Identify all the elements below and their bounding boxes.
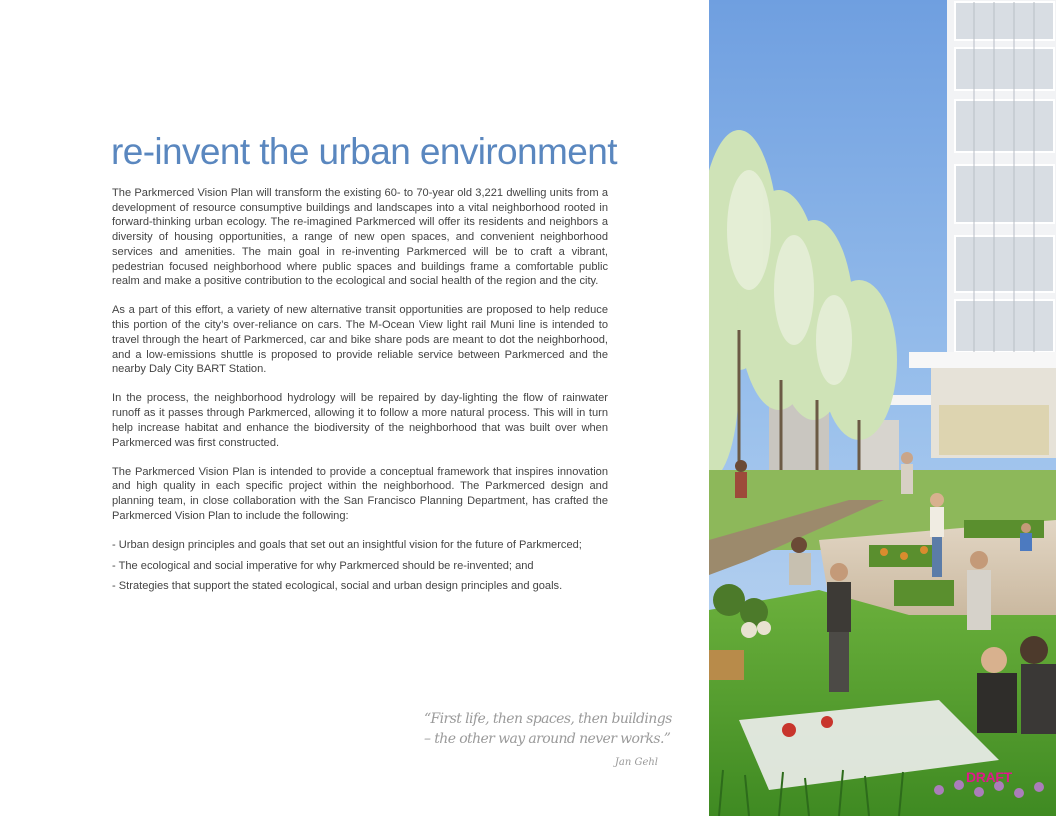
paragraph-hydrology: In the process, the neighborhood hydrology will be repaired by day-lighting the flow of rainwater runoff as it passes through Parkmerced, allowing it to follow a more natural process. This will in turn help increase habitat and enhance the biodiversity of the neighborhood that was built over when Parkmerced was first constructed. — [112, 392, 608, 449]
paragraph-transit: As a part of this effort, a variety of new alternative transit opportunities are proposed to help reduce this portion of the city’s over-reliance on cars. The M-Ocean View light rail Muni line is intended to travel through the heart of Parkmerced, car and bike share pods are meant to dot the neighborhood, and a low-emissions shuttle is proposed to provide reliable service between Parkmerced and the nearby Daly City BART Station. — [112, 304, 608, 376]
list-item: - Strategies that support the stated ecological, social and urban design principles and goals. — [112, 580, 563, 593]
quote-author: Jan Gehl — [614, 757, 658, 768]
list-item: - Urban design principles and goals that set out an insightful vision for the future of Parkmerced; — [112, 539, 582, 552]
park-rendering-image — [709, 0, 1056, 816]
draft-stamp: DRAFT — [966, 769, 1012, 785]
list-item: - The ecological and social imperative for why Parkmerced should be re-invented; and — [112, 559, 534, 572]
paragraph-vision: The Parkmerced Vision Plan will transform the existing 60- to 70-year old 3,221 dwelling units from a development of resource consumptive buildings and landscapes into a vital neighborhood rooted in forward-thinking urban ecology. The re-imagined Parkmerced will offer its residents and neighbors a diversity of housing opportunities, a range of new open spaces, and convenient neighborhood services and amenities. The main goal in re-inventing Parkmerced will be to craft a vibrant, pedestrian focused neighborhood where public spaces and buildings frame a comfortable public realm and make a positive contribution to the ecological and social health of the region and the city. — [112, 187, 608, 288]
quote-text: “First life, then spaces, then buildings – the other way around never works.” — [424, 711, 672, 747]
page-title: re-invent the urban environment — [111, 131, 617, 172]
goals-list — [112, 538, 608, 594]
paragraph-framework: The Parkmerced Vision Plan is intended to provide a conceptual framework that inspires innovation and high quality in each specific project within the neighborhood. The Parkmerced design and planning team, in close collaboration with the San Francisco Planning Department, has crafted the Parkmerced Vision Plan to include the following: — [112, 465, 608, 522]
body-text — [112, 186, 608, 600]
